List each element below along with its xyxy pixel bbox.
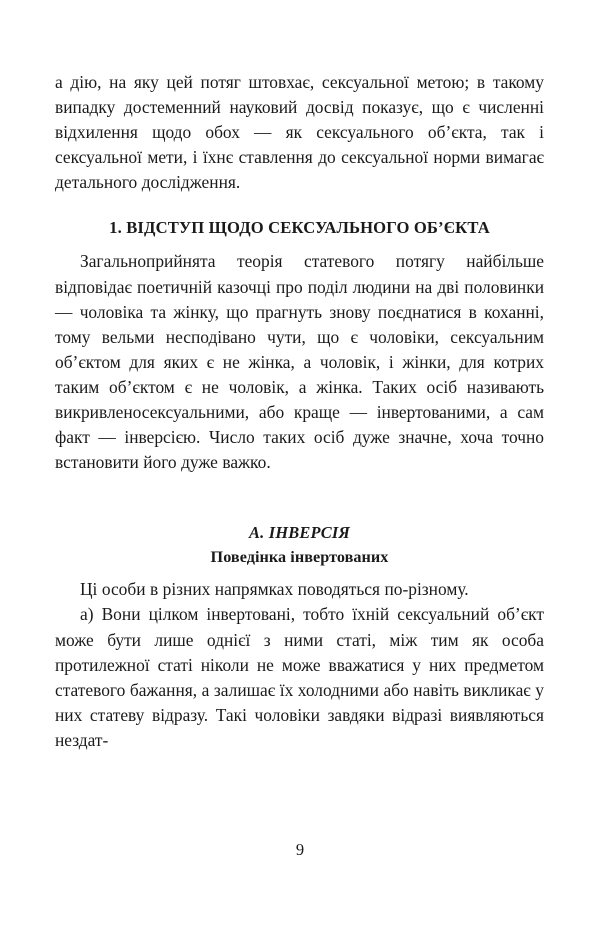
spacer-before-part-heading [55,475,544,521]
section-heading-1: 1. ВІДСТУП ЩОДО СЕКСУАЛЬНОГО ОБ’ЄКТА [109,218,490,238]
paragraph-item-a: а) Вони цілком інвертовані, тобто їхній сексуальний об’єкт може бути лише однієї з ними статі, між тим як особа протилежної статі ніколи не може вважатися у них предметом статевого бажання, а залишає їх холодними або навіть викликає у них статеву відразу. Такі чоловіки завдяки відразі виявляються нездат- [55,604,544,750]
page-text-body [55,70,544,753]
part-heading-a-inversion: А. ІНВЕРСІЯ [249,523,350,543]
paragraph-continued-from-previous-page: а дію, на яку цей потяг штовхає, сексуальної метою; в такому випадку достеменний науковий досвід показує, що є численні відхилення щодо обох — як сексуального об’єкта, так і сексуальної мети, і їхнє ставлення до сексуальної норми вимагає детального дослідження. [55,72,544,193]
spacer-after-section-heading [55,240,544,249]
page-number: 9 [295,840,305,859]
spacer-after-subheading [55,569,544,577]
spacer-before-section-heading [55,195,544,216]
paragraph-behaviour: Ці особи в різних напрямках поводяться по-різному. [80,579,469,600]
paragraph-general-theory: Загальноприйнята теорія статевого потягу найбільше відповідає поетичній казочці про поділ людини на дві половинки — чоловіка та жінку, що прагнуть знову поєднатися в коханні, тому вельми несподівано чути, що є чоловіки, сексуальним об’єктом для яких є не жінка, а чоловік, і жінки, для котрих таким об’єктом є не чоловік, а жінка. Таких осіб називають викривленосексуальними, або краще — інвертованими, а сам факт — інверсією. Число таких осіб дуже значне, хоча точно встановити його дуже важко. [55,251,544,473]
subheading-behaviour-of-inverted: Поведінка інвертованих [210,548,389,567]
